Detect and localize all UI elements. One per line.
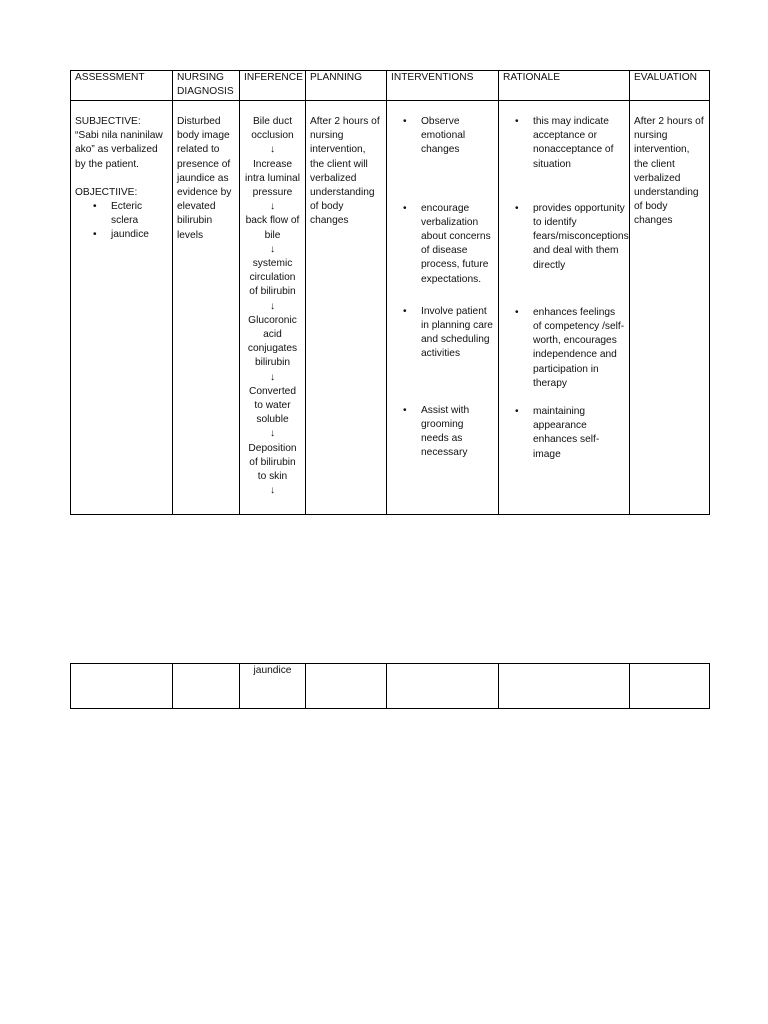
rationale-item: • maintaining appearance enhances self-image [503,405,625,462]
intervention-item: • Involve patient in planning care and scheduling activities [391,305,494,362]
header-interventions: INTERVENTIONS [387,71,499,101]
continuation-interventions-cell [387,664,499,709]
rationale-item: • provides opportunity to identify fears/misconceptions and deal with them directly [503,202,625,273]
interventions-cell [387,101,499,515]
objective-item: • jaundice [75,228,168,242]
header-row [71,71,710,101]
subjective-label: SUBJECTIVE: [75,116,141,127]
header-rationale: RATIONALE [499,71,630,101]
continuation-assessment-cell [71,664,173,709]
down-arrow-icon: ↓ [269,371,276,383]
continuation-table [70,663,710,709]
header-inference: INFERENCE [240,71,306,101]
inference-step: Increase intra luminal pressure [245,158,300,199]
header-assessment: ASSESSMENT [71,71,173,101]
rationale-list [503,115,629,462]
rationale-item: • this may indicate acceptance or nonacceptance of situation [503,115,625,172]
down-arrow-icon: ↓ [269,428,276,440]
down-arrow-icon: ↓ [269,144,276,156]
nursing-care-plan-table [70,70,710,515]
rationale-cell [499,101,630,515]
rationale-item: • enhances feelings of competency /self-worth, encourages independence and participation in therapy [503,306,625,391]
assessment-cell [71,101,173,515]
inference-step: Converted to water soluble [248,385,296,426]
nursing-diagnosis-cell: Disturbed body image related to presence of jaundice as evidence by elevated bilirubin levels [173,101,240,515]
continuation-inference-cell: jaundice [240,664,306,709]
interventions-list [391,115,494,460]
continuation-diagnosis-cell [173,664,240,709]
planning-cell: After 2 hours of nursing intervention, the client will verbalized understanding of body changes [306,101,387,515]
down-arrow-icon: ↓ [269,243,276,255]
content-row [71,101,710,515]
down-arrow-icon: ↓ [269,485,276,497]
inference-step: Deposition of bilirubin to skin [248,442,297,483]
continuation-rationale-cell [499,664,630,709]
inference-step: Glucoronic acid conjugates bilirubin [247,314,298,369]
continuation-planning-cell [306,664,387,709]
down-arrow-icon: ↓ [269,201,276,213]
objective-item: • Ecteric sclera [75,200,168,228]
inference-step: systemic circulation of bilirubin [249,258,296,298]
header-evaluation: EVALUATION [630,71,710,101]
inference-step: Bile duct occlusion [251,116,294,142]
subjective-text: “Sabi nila naninilaw ako” as verbalized by the patient. [75,130,163,170]
intervention-item: • Observe emotional changes [391,115,494,158]
inference-step: back flow of bile [245,215,300,241]
continuation-row [71,664,710,709]
objective-list [75,200,168,243]
down-arrow-icon: ↓ [269,300,276,312]
header-nursing-diagnosis: NURSING DIAGNOSIS [173,71,240,101]
header-planning: PLANNING [306,71,387,101]
intervention-item: • Assist with grooming needs as necessary [391,404,494,461]
intervention-item: • encourage verbalization about concerns of disease process, future expectations. [391,202,494,287]
objective-label: OBJECTIIVE: [75,186,138,198]
evaluation-cell: After 2 hours of nursing intervention, the client verbalized understanding of body changes [630,101,710,515]
continuation-evaluation-cell [630,664,710,709]
inference-cell [240,101,306,515]
